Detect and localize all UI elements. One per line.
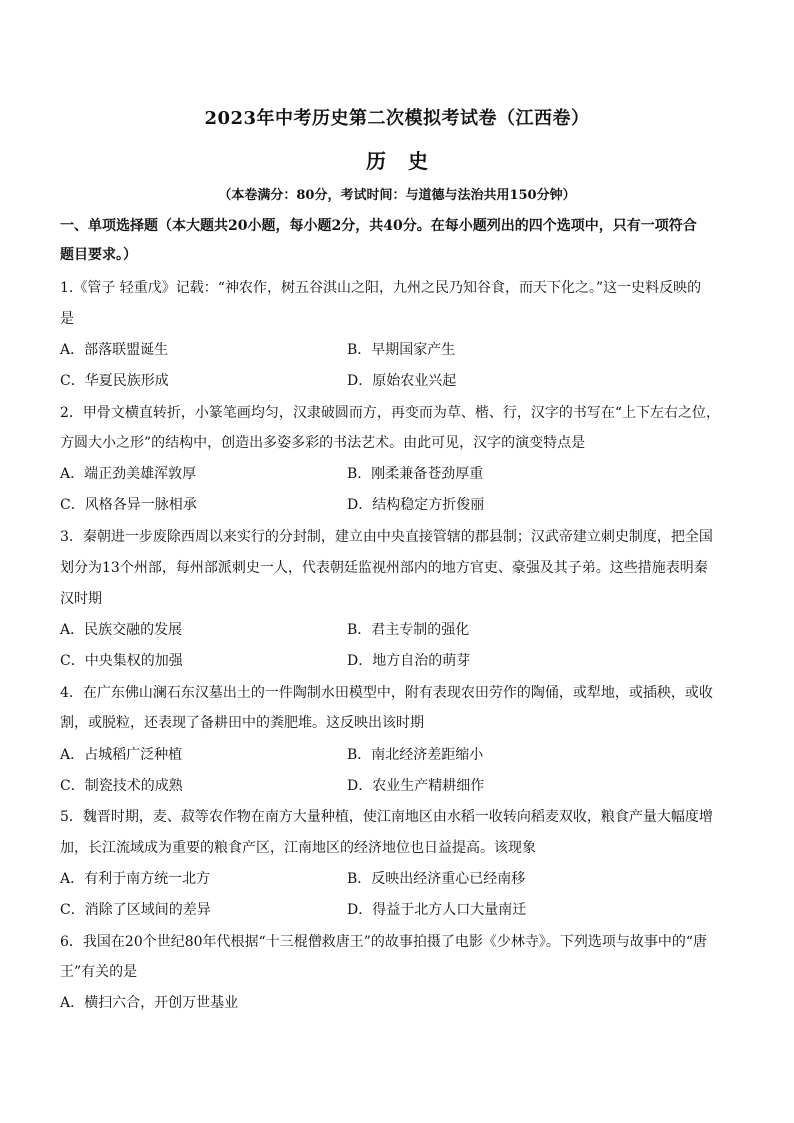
question-3-option-c: C．中央集权的加强 — [60, 653, 183, 669]
exam-title: 2023年中考历史第二次模拟考试卷（江西卷） — [204, 108, 590, 129]
question-1-option-d: D．原始农业兴起 — [347, 373, 457, 389]
exam-note: （本卷满分：80分，考试时间：与道德与法治共用150分钟） — [218, 188, 576, 203]
question-3-line-1: 3．秦朝进一步废除西周以来实行的分封制，建立由中央直接管辖的郡县制；汉武帝建立刺史制度，把全国 — [60, 529, 713, 545]
question-4-line-2: 割，或脱粒，还表现了备耕田中的粪肥堆。这反映出该时期 — [60, 715, 424, 731]
question-5-option-a: A．有利于南方统一北方 — [60, 871, 211, 887]
question-2-option-d: D．结构稳定方折俊丽 — [347, 497, 485, 513]
question-4-option-b: B．南北经济差距缩小 — [347, 747, 484, 763]
question-4-option-c: C．制瓷技术的成熟 — [60, 778, 183, 794]
question-1-option-c: C．华夏民族形成 — [60, 373, 169, 389]
question-5-option-d: D．得益于北方人口大量南迁 — [347, 902, 527, 918]
question-2-option-b: B．刚柔兼备苍劲厚重 — [347, 466, 484, 482]
question-3-line-2: 划分为13个州部，每州部派刺史一人，代表朝廷监视州部内的地方官吏、豪强及其子弟。这些措施表明秦 — [60, 560, 708, 576]
question-3-option-a: A．民族交融的发展 — [60, 622, 183, 638]
section-heading-line-2: 题目要求。） — [60, 247, 137, 263]
question-5-option-b: B．反映出经济重心已经南移 — [347, 871, 526, 887]
question-4-line-1: 4．在广东佛山澜石东汉墓出土的一件陶制水田模型中，附有表现农田劳作的陶俑，或犁地，或插秧，或收 — [60, 685, 713, 701]
question-2-line-2: 方圆大小之形”的结构中，创造出多姿多彩的书法艺术。由此可见，汉字的演变特点是 — [60, 435, 586, 451]
question-5-line-1: 5．魏晋时期，麦、菽等农作物在南方大量种植，使江南地区由水稻一收转向稻麦双收，粮食产量大幅度增 — [60, 809, 713, 825]
question-1-option-a: A．部落联盟诞生 — [60, 342, 169, 358]
subject-heading: 历史 — [366, 149, 450, 173]
question-5-line-2: 加，长江流域成为重要的粮食产区，江南地区的经济地位也日益提高。该现象 — [60, 840, 536, 856]
question-5-option-c: C．消除了区域间的差异 — [60, 902, 211, 918]
question-1-line-1: 1.《管子 轻重戊》记载：“神农作，树五谷淇山之阳，九州之民乃知谷食，而天下化之。”这一史料反映的 — [60, 280, 702, 296]
question-3-option-d: D．地方自治的萌芽 — [347, 653, 471, 669]
question-4-option-d: D．农业生产精耕细作 — [347, 778, 485, 794]
question-3-option-b: B．君主专制的强化 — [347, 622, 470, 638]
question-1-option-b: B．早期国家产生 — [347, 342, 456, 358]
question-2-option-c: C．风格各异一脉相承 — [60, 497, 197, 513]
question-2-option-a: A．端正劲美雄浑敦厚 — [60, 466, 197, 482]
question-6-line-2: 王”有关的是 — [60, 964, 138, 980]
question-1-line-2: 是 — [60, 311, 74, 327]
section-heading-line-1: 一、单项选择题（本大题共20小题，每小题2分，共40分。在每小题列出的四个选项中，只有一项符合 — [60, 218, 697, 234]
question-6-option-a: A．横扫六合，开创万世基业 — [60, 995, 239, 1011]
question-4-option-a: A．占城稻广泛种植 — [60, 747, 183, 763]
question-2-line-1: 2．甲骨文横直转折，小篆笔画均匀，汉隶破圆而方，再变而为草、楷、行，汉字的书写在“上下左右之位， — [60, 405, 721, 421]
question-6-line-1: 6．我国在20个世纪80年代根据“十三棍僧救唐王”的故事拍摄了电影《少林寺》。下列选项与故事中的“唐 — [60, 934, 708, 950]
question-3-line-3: 汉时期 — [60, 591, 102, 607]
